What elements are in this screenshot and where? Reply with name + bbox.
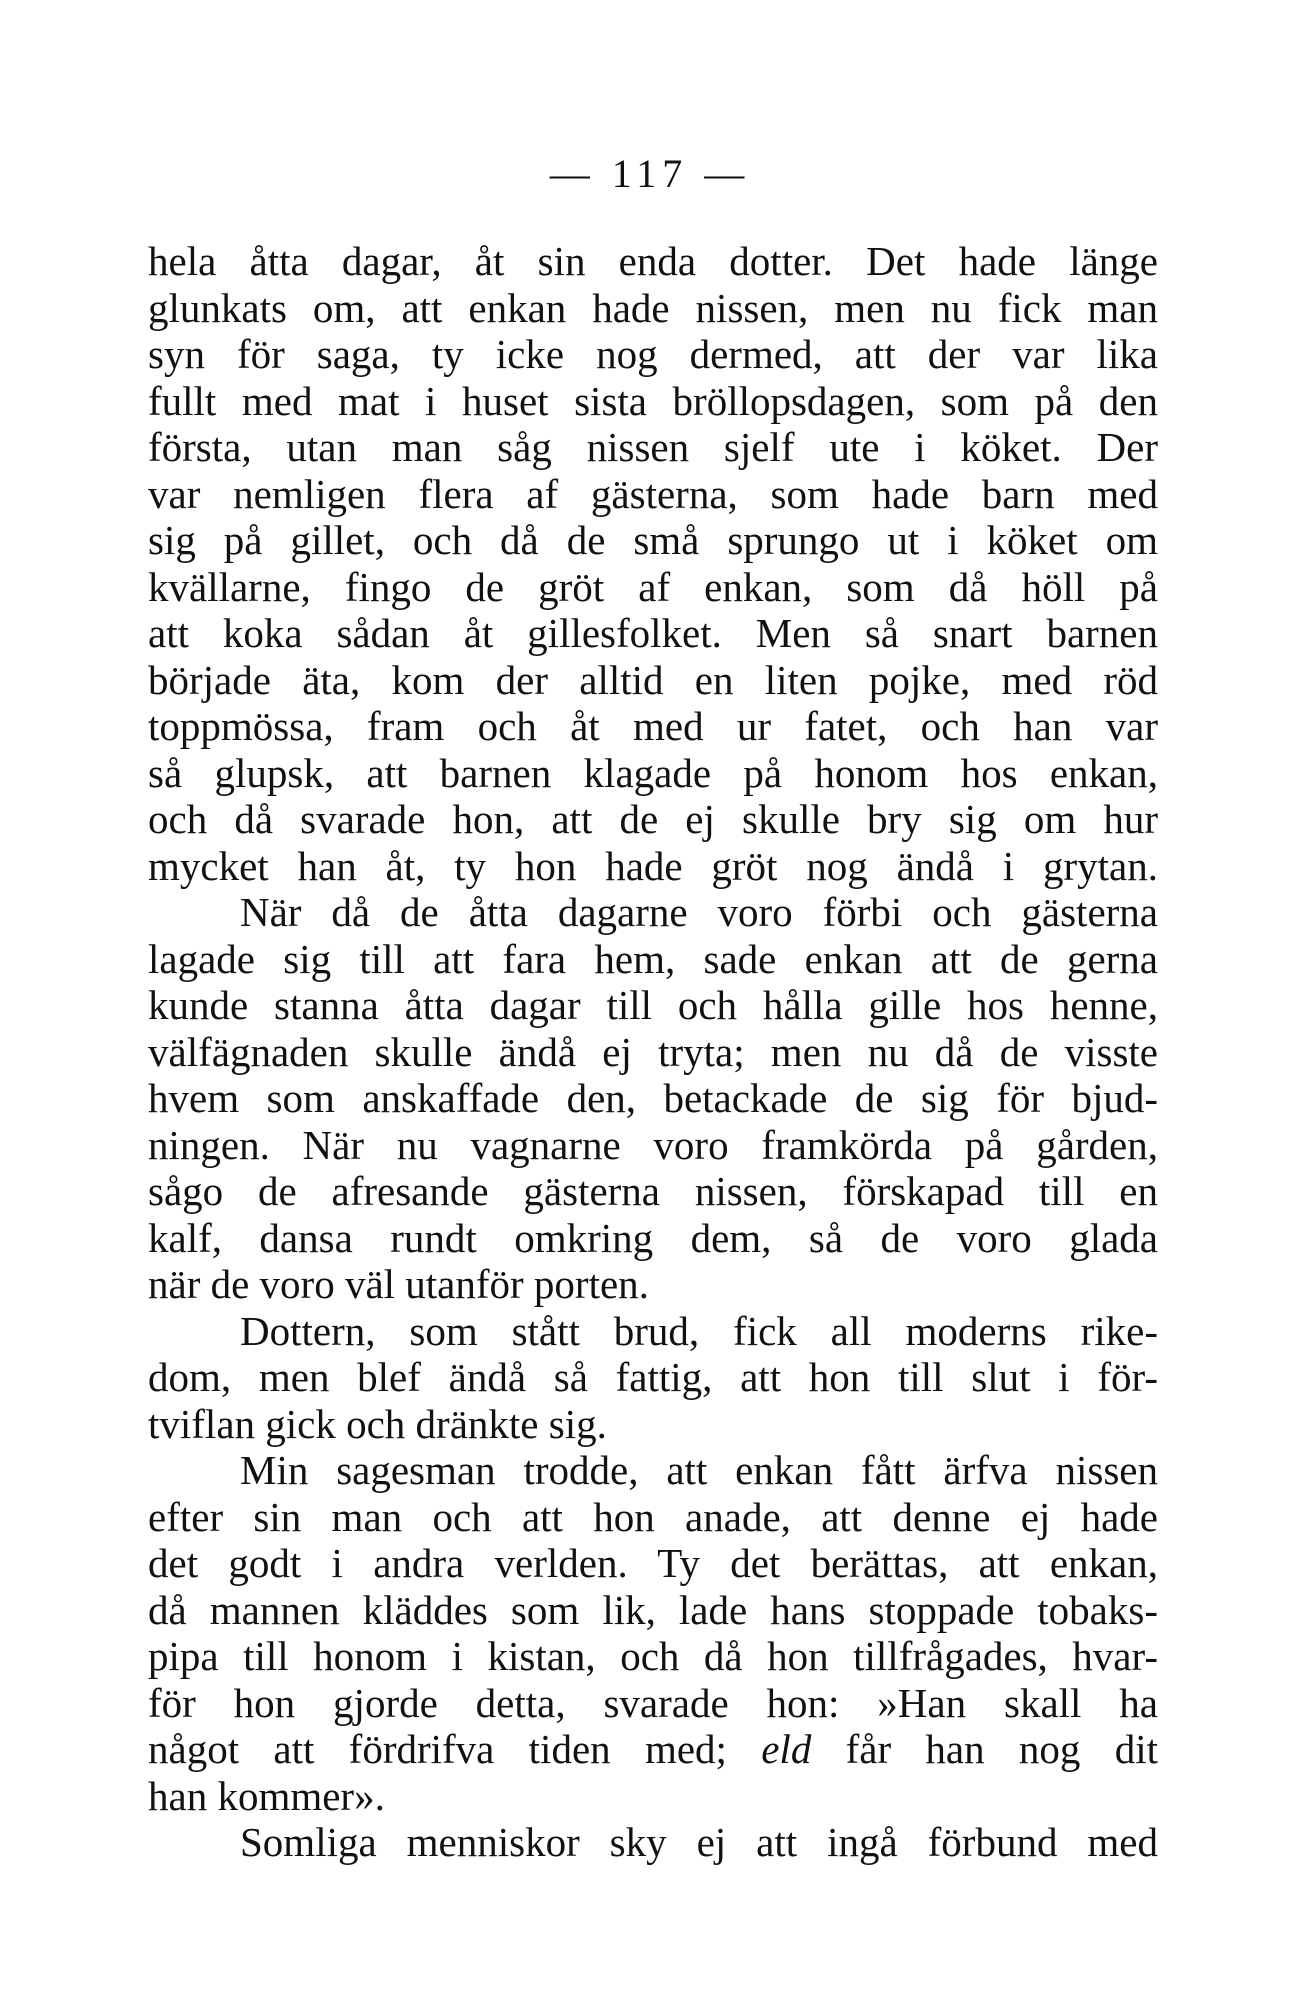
text-line: sågo de afresande gästerna nissen, förskapad till en [148,1168,1158,1214]
text-line: hela åtta dagar, åt sin enda dotter. Det hade länge [148,238,1158,284]
paragraph-4 [148,1447,1158,1819]
text-line: han kommer». [148,1772,385,1819]
text-line: började äta, kom der alltid en liten pojke, med röd [148,656,1158,703]
text-line: när de voro väl utanför porten. [148,1261,649,1307]
text-line: lagade sig till att fara hem, sade enkan att de gerna [148,935,1158,982]
text-line: tviflan gick och dränkte sig. [148,1400,607,1447]
text-segment: något att fördrifva tiden med; [148,1726,762,1772]
text-line: välfägnaden skulle ändå ej tryta; men nu då de visste [148,1028,1158,1075]
paragraph-3 [148,1308,1158,1448]
text-segment: får han nog dit [811,1726,1159,1772]
body-text [148,238,1158,1866]
text-line: fullt med mat i huset sista bröllopsdagen, som på den [148,377,1158,424]
text-line: sig på gillet, och då de små sprungo ut i köket om [148,517,1158,563]
text-line: toppmössa, fram och åt med ur fatet, och han var [148,703,1158,749]
text-line: syn för saga, ty icke nog dermed, att der var lika [148,331,1158,377]
text-line: för hon gjorde detta, svarade hon: »Han skall ha [148,1679,1158,1726]
text-line: glunkats om, att enkan hade nissen, men nu fick man [148,284,1158,331]
text-line: det godt i andra verlden. Ty det berättas, att enkan, [148,1540,1158,1586]
text-line: så glupsk, att barnen klagade på honom hos enkan, [148,749,1158,796]
paragraph-2 [148,889,1158,1308]
text-line: kunde stanna åtta dagar till och hålla gille hos henne, [148,982,1158,1028]
paragraph-1 [148,238,1158,889]
paragraph-5 [148,1819,1158,1866]
text-line: Somliga menniskor sky ej att ingå förbund med [240,1819,1158,1865]
text-line: Min sagesman trodde, att enkan fått ärfva nissen [240,1447,1158,1493]
text-line: kalf, dansa rundt omkring dem, så de voro glada [148,1214,1158,1261]
text-line: var nemligen flera af gästerna, som hade barn med [148,470,1158,517]
text-line: ningen. När nu vagnarne voro framkörda på gården, [148,1121,1158,1168]
text-line: kvällarne, fingo de gröt af enkan, som då höll på [148,563,1158,610]
italic-word: eld [761,1726,812,1772]
text-line: första, utan man såg nissen sjelf ute i köket. Der [148,424,1158,470]
text-line: och då svarade hon, att de ej skulle bry sig om hur [148,796,1158,842]
text-line: När då de åtta dagarne voro förbi och gästerna [240,889,1158,935]
text-line-with-italic [148,1726,1158,1773]
text-line: mycket han åt, ty hon hade gröt nog ändå i grytan. [148,842,1158,889]
text-line: pipa till honom i kistan, och då hon tillfrågades, hvar- [148,1633,1158,1679]
page-number: — 117 — [549,151,751,196]
text-line: att koka sådan åt gillesfolket. Men så snart barnen [148,610,1158,656]
text-line: efter sin man och att hon anade, att denne ej hade [148,1493,1158,1540]
text-line: Dottern, som stått brud, fick all moderns rike- [240,1307,1158,1354]
text-line: då mannen kläddes som lik, lade hans stoppade tobaks- [148,1586,1158,1633]
text-line: hvem som anskaffade den, betackade de sig för bjud- [148,1075,1158,1121]
text-line: dom, men blef ändå så fattig, att hon till slut i för- [148,1354,1158,1400]
